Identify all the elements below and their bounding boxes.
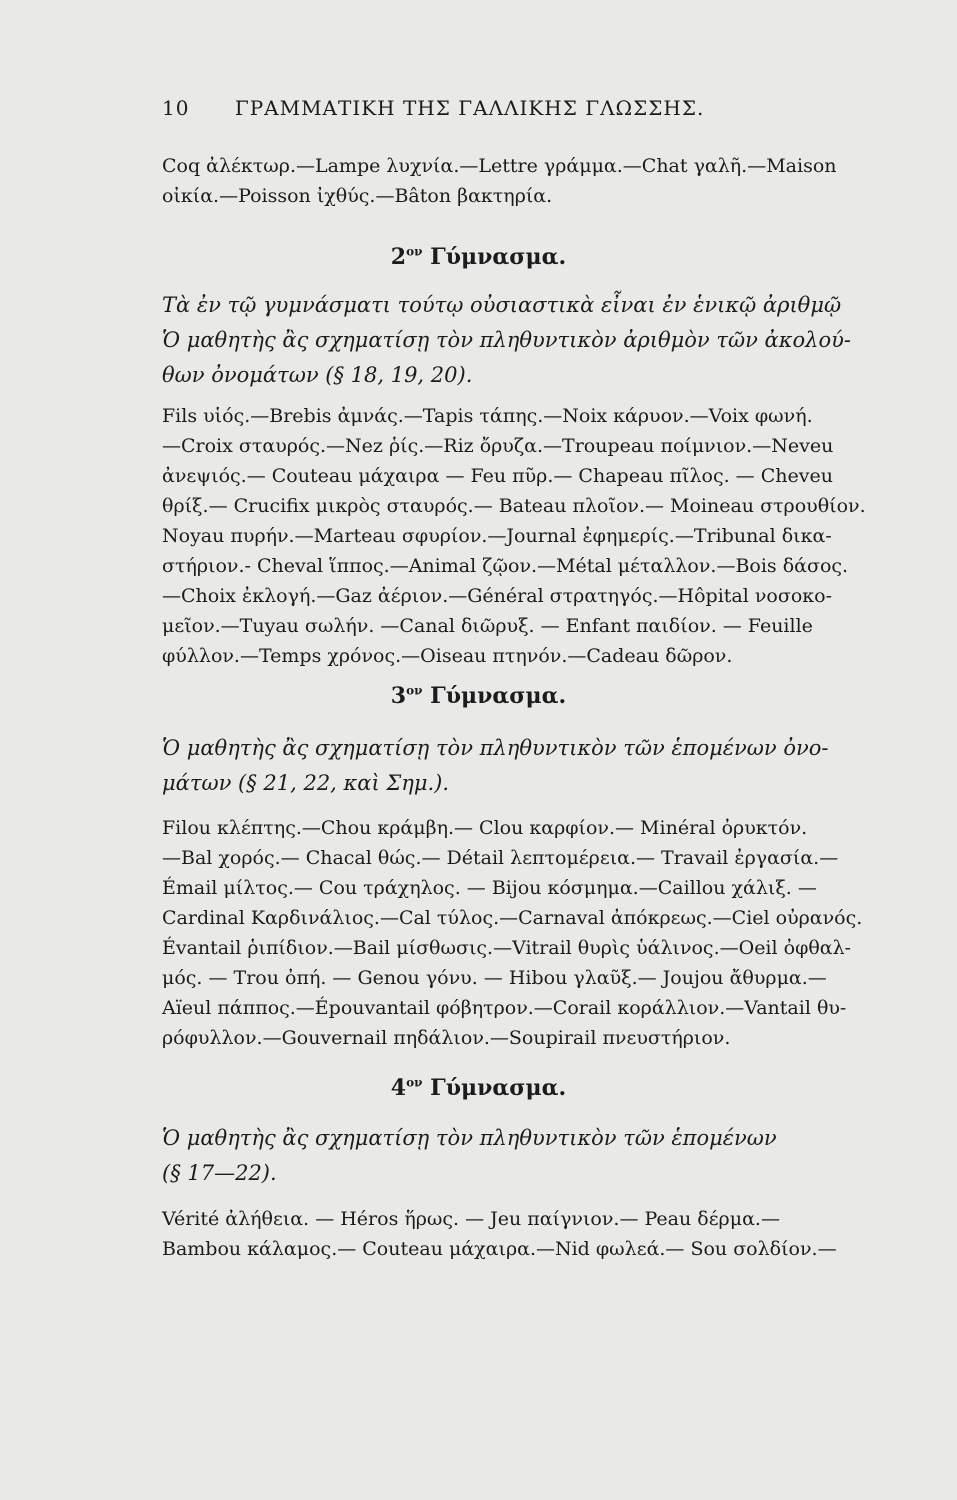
exercise-number: 2 xyxy=(390,244,407,270)
text-line: Coq ἀλέκτωρ.—Lampe λυχνία.—Lettre γράμμα.—Chat γαλῆ.—Maison xyxy=(162,155,837,177)
exercise-number: 3 xyxy=(390,683,407,709)
vocab-line: ρόφυλλον.—Gouvernail πηδάλιον.—Soupirail πνευστήριον. xyxy=(162,1027,731,1049)
exercise-heading-3 xyxy=(0,683,957,709)
page-number: 10 xyxy=(162,96,190,120)
instruction-line: θων ὀνομάτων (§ 18, 19, 20). xyxy=(162,363,473,387)
instruction-line: μάτων (§ 21, 22, καὶ Σημ.). xyxy=(162,771,450,795)
vocab-line: Filou κλέπτης.—Chou κράμβη.— Clou καρφίον.— Minéral ὀρυκτόν. xyxy=(162,817,808,839)
exercise-title: Γύμνασμα. xyxy=(430,1075,567,1101)
vocab-line: μεῖον.—Tuyau σωλήν. —Canal διῶρυξ. — Enfant παιδίον. — Feuille xyxy=(162,615,813,637)
vocab-line: —Croix σταυρός.—Nez ῥίς.—Riz ὄρυζα.—Troupeau ποίμνιον.—Neveu xyxy=(162,435,834,457)
vocab-line: —Choix ἐκλογή.—Gaz ἀέριον.—Général στρατηγός.—Hôpital νοσοκο- xyxy=(162,585,832,607)
vocab-line: Noyau πυρήν.—Marteau σφυρίον.—Journal ἐφημερίς.—Tribunal δικα- xyxy=(162,525,832,547)
running-header xyxy=(162,96,862,120)
vocab-line: Fils υἱός.—Brebis ἀμνάς.—Tapis τάπης.—Noix κάρυον.—Voix φωνή. xyxy=(162,405,813,427)
vocab-line: μός. — Trou ὀπή. — Genou γόνυ. — Hibou γλαῦξ.— Joujou ἄθυρμα.— xyxy=(162,967,827,989)
vocab-line: Évantail ῥιπίδιον.—Bail μίσθωσις.—Vitrail θυρὶς ὑάλινος.—Oeil ὀφθαλ- xyxy=(162,937,852,959)
ordinal-suffix: ον xyxy=(406,683,423,698)
instruction-line: Ὁ μαθητὴς ἂς σχηματίσῃ τὸν πληθυντικὸν τῶν ἑπομένων ὀνο- xyxy=(162,736,829,760)
vocab-line: φύλλον.—Temps χρόνος.—Oiseau πτηνόν.—Cadeau δῶρον. xyxy=(162,645,733,667)
instruction-line: Ὁ μαθητὴς ἂς σχηματίσῃ τὸν πληθυντικὸν ἀριθμὸν τῶν ἀκολού- xyxy=(162,328,851,352)
vocab-line: ἀνεψιός.— Couteau μάχαιρα — Feu πῦρ.— Chapeau πῖλος. — Cheveu xyxy=(162,465,833,487)
vocab-line: στήριον.- Cheval ἵππος.—Animal ζῷον.—Métal μέταλλον.—Bois δάσος. xyxy=(162,555,849,577)
exercise-number: 4 xyxy=(390,1075,407,1101)
vocab-line: Bambou κάλαμος.— Couteau μάχαιρα.—Nid φωλεά.— Sou σολδίον.— xyxy=(162,1238,837,1260)
instruction-line: (§ 17—22). xyxy=(162,1161,277,1185)
ordinal-suffix: ον xyxy=(406,244,423,259)
exercise-title: Γύμνασμα. xyxy=(430,244,567,270)
vocab-line: —Bal χορός.— Chacal θώς.— Détail λεπτομέρεια.— Travail ἐργασία.— xyxy=(162,847,839,869)
running-title: ΓΡΑΜΜΑΤΙΚΗ ΤΗΣ ΓΑΛΛΙΚΗΣ ΓΛΩΣΣΗΣ. xyxy=(234,96,705,120)
vocab-line: Aïeul πάππος.—Épouvantail φόβητρον.—Corail κοράλλιον.—Vantail θυ- xyxy=(162,997,847,1019)
text-line: οἰκία.—Poisson ἰχθύς.—Bâton βακτηρία. xyxy=(162,185,553,207)
vocab-line: θρίξ.— Crucifix μικρὸς σταυρός.— Bateau πλοῖον.— Moineau στρουθίον. xyxy=(162,495,866,517)
vocab-line: Émail μίλτος.— Cou τράχηλος. — Bijou κόσμημα.—Caillou χάλιξ. — xyxy=(162,877,817,899)
vocab-line: Cardinal Καρδινάλιος.—Cal τύλος.—Carnaval ἀπόκρεως.—Ciel οὐρανός. xyxy=(162,907,863,929)
exercise-heading-4 xyxy=(0,1075,957,1101)
vocab-line: Vérité ἀλήθεια. — Héros ἥρως. — Jeu παίγνιον.— Peau δέρμα.— xyxy=(162,1208,780,1230)
instruction-line: Ὁ μαθητὴς ἂς σχηματίσῃ τὸν πληθυντικὸν τῶν ἑπομένων xyxy=(162,1126,777,1150)
ordinal-suffix: ον xyxy=(406,1075,423,1090)
instruction-line: Τὰ ἐν τῷ γυμνάσματι τούτῳ οὐσιαστικὰ εἶναι ἐν ἑνικῷ ἀριθμῷ xyxy=(162,293,842,317)
exercise-title: Γύμνασμα. xyxy=(430,683,567,709)
exercise-heading-2 xyxy=(0,244,957,270)
